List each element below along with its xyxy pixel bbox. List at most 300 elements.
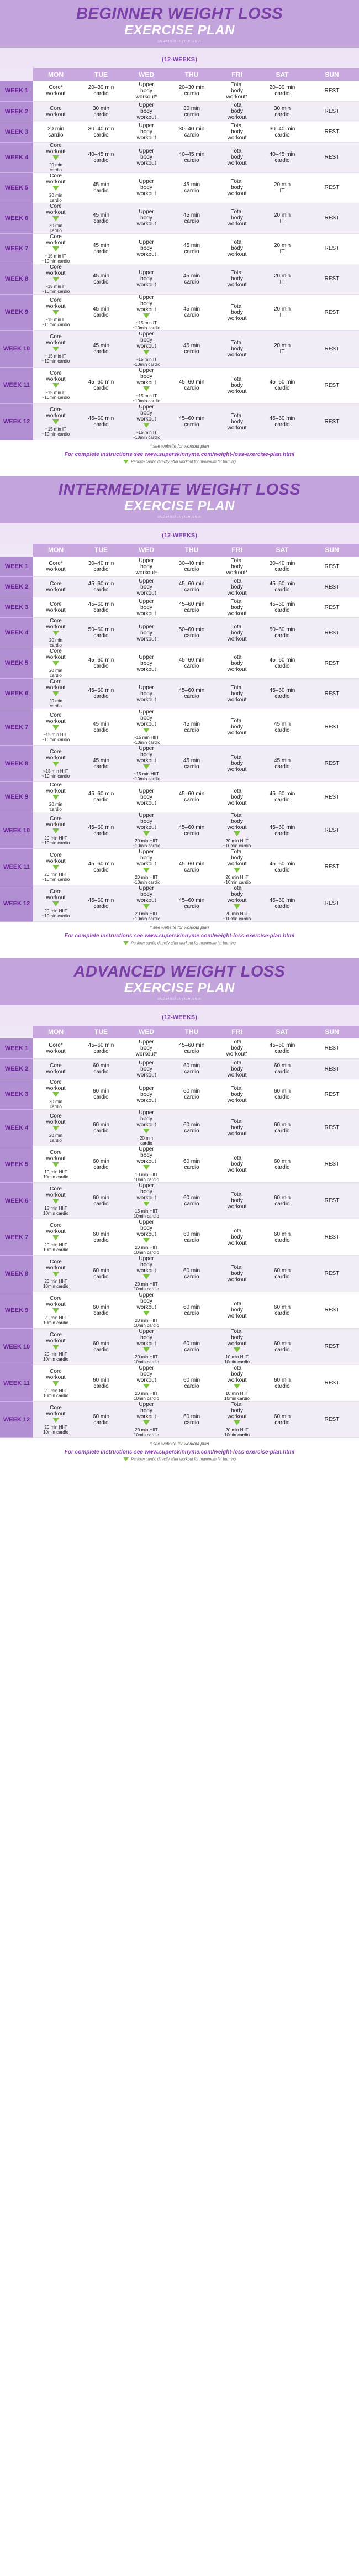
- cell-text: workout: [46, 303, 66, 309]
- schedule-cell: [33, 330, 78, 367]
- cell-text: 45–60 min: [178, 416, 205, 422]
- schedule-cell: [169, 1079, 214, 1110]
- week-row: [0, 233, 359, 264]
- schedule-cell: [78, 81, 124, 101]
- schedule-cell: [33, 709, 78, 746]
- cell-text: cardio: [93, 1164, 109, 1171]
- cell-text: Core: [50, 1295, 62, 1302]
- cell-text: cardio: [274, 385, 290, 391]
- schedule-cell: [78, 203, 124, 233]
- cell-text: body: [140, 690, 152, 697]
- day-header: MON: [33, 1026, 78, 1038]
- cell-text: cardio: [93, 248, 109, 255]
- cell-text: body: [140, 563, 152, 570]
- arrow-down-icon: [52, 795, 59, 800]
- cell-text: workout: [136, 1377, 156, 1384]
- cell-text: Total: [231, 788, 243, 794]
- week-row: [0, 1256, 359, 1292]
- plan-subtitle: EXERCISE PLAN: [124, 23, 235, 38]
- cell-text: 20 min: [273, 212, 291, 218]
- week-row: [0, 782, 359, 812]
- cell-text: cardio: [274, 132, 290, 138]
- arrow-down-icon: [234, 1347, 240, 1352]
- cell-text: REST: [324, 1198, 340, 1204]
- cell-text: 60 min: [273, 1121, 291, 1128]
- day-header: WED: [124, 68, 169, 81]
- week-label: WEEK 4: [0, 1110, 33, 1146]
- schedule-cell: [305, 367, 359, 403]
- schedule-cell: [305, 618, 359, 648]
- cell-text: cardio: [274, 1127, 290, 1134]
- cell-text: workout: [46, 1085, 66, 1092]
- arrow-down-icon: [52, 186, 59, 191]
- cell-text: workout: [227, 1097, 247, 1104]
- cell-text: cardio: [184, 111, 199, 118]
- cell-text: workout: [227, 861, 247, 868]
- schedule-cell: [33, 1402, 78, 1438]
- cell-text: workout: [136, 898, 156, 904]
- arrow-down-icon: [52, 383, 59, 388]
- schedule-cell: [305, 142, 359, 172]
- cell-text: Upper: [139, 209, 154, 215]
- cell-text: cardio: [93, 663, 109, 670]
- cell-text: Core: [50, 1185, 62, 1192]
- day-header-row: [0, 544, 359, 557]
- week-row: [0, 1292, 359, 1329]
- plan-title: BEGINNER WEIGHT LOSS: [76, 5, 283, 23]
- schedule-cell: [169, 618, 214, 648]
- cell-text: ~10min cardio: [132, 361, 161, 367]
- cell-text: Core: [50, 712, 62, 718]
- cell-text: cardio: [93, 1273, 109, 1280]
- cell-text: body: [140, 819, 152, 825]
- schedule-cell: [78, 1183, 124, 1219]
- cell-text: body: [140, 185, 152, 191]
- day-header: TUE: [78, 544, 124, 557]
- cell-text: cardio: [93, 1419, 109, 1426]
- cell-text: workout: [136, 758, 156, 764]
- cell-text: workout: [227, 636, 247, 642]
- cell-text: workout: [227, 767, 247, 773]
- cell-text: Total: [231, 102, 243, 108]
- schedule-cell: [305, 1110, 359, 1146]
- cell-text: REST: [324, 660, 340, 667]
- cell-text: 45 min: [183, 181, 200, 188]
- cell-text: 45–60 min: [178, 861, 205, 867]
- cell-text: 45–60 min: [88, 791, 114, 798]
- schedule-cell: [214, 648, 260, 679]
- cell-text: ~10min cardio: [41, 840, 70, 846]
- cell-text: Upper: [139, 1110, 154, 1116]
- cell-text: cardio: [274, 566, 290, 573]
- cell-text: 60 min: [92, 1377, 109, 1383]
- schedule-cell: [124, 746, 169, 782]
- schedule-cell: [214, 679, 260, 709]
- schedule-cell: [78, 618, 124, 648]
- cell-text: Total: [231, 1085, 243, 1092]
- cell-text: workout: [46, 654, 66, 661]
- schedule-cell: [214, 1402, 260, 1438]
- instructions-link[interactable]: www.superskinnyme.com/weight-loss-exercise-plan.html: [144, 1449, 295, 1456]
- schedule-cell: [260, 1110, 305, 1146]
- week-label: WEEK 6: [0, 1183, 33, 1219]
- cell-text: body: [140, 660, 152, 667]
- schedule-cell: [214, 203, 260, 233]
- cell-text: 20 min: [49, 1099, 62, 1105]
- cell-text: body: [231, 108, 243, 114]
- cell-text: Total: [231, 303, 243, 309]
- schedule-cell: [78, 233, 124, 264]
- cell-text: body: [231, 309, 243, 316]
- cell-text: workout: [136, 1097, 156, 1104]
- cell-text: 45 min: [183, 212, 200, 218]
- schedule-cell: [260, 203, 305, 233]
- cell-text: 20 min: [49, 638, 62, 643]
- cell-text: body: [140, 300, 152, 307]
- schedule-cell: [305, 172, 359, 203]
- cell-text: 20 min HIIT: [44, 1388, 67, 1393]
- arrow-down-icon: [123, 941, 129, 945]
- cell-text: 20 min HIIT: [135, 1282, 158, 1287]
- cell-text: workout: [46, 376, 66, 382]
- cell-text: body: [140, 794, 152, 800]
- cell-text: IT: [279, 187, 285, 194]
- cell-text: cardio: [184, 132, 199, 138]
- cell-text: ~10min cardio: [41, 432, 70, 437]
- cell-text: Upper: [139, 1059, 154, 1066]
- schedule-cell: [260, 648, 305, 679]
- cell-text: body: [231, 794, 243, 800]
- cell-text: 10min cardio: [224, 1433, 250, 1438]
- cell-text: 20 min HIIT: [135, 875, 158, 880]
- cell-text: Total: [231, 1059, 243, 1066]
- corner-cell: [0, 1026, 33, 1038]
- cell-text: cardio: [93, 566, 109, 573]
- cell-text: cardio: [93, 727, 109, 733]
- day-header-row: [0, 1026, 359, 1038]
- cell-text: body: [231, 345, 243, 352]
- cell-text: body: [140, 1152, 152, 1159]
- arrow-down-icon: [52, 901, 59, 906]
- schedule-cell: [124, 1110, 169, 1146]
- cell-text: Upper: [139, 1402, 154, 1408]
- cell-text: cardio: [93, 1127, 109, 1134]
- schedule-cell: [260, 557, 305, 577]
- instructions-link[interactable]: www.superskinnyme.com/weight-loss-exercise-plan.html: [144, 451, 295, 458]
- cell-text: workout: [46, 1119, 66, 1125]
- cell-text: Total: [231, 1329, 243, 1335]
- corner-cell: [0, 544, 33, 557]
- cell-text: cardio: [184, 1069, 199, 1075]
- arrow-down-icon: [143, 1311, 150, 1316]
- schedule-cell: [169, 203, 214, 233]
- cell-text: workout: [46, 239, 66, 246]
- schedule-cell: [33, 679, 78, 709]
- cell-text: 60 min: [92, 1304, 109, 1310]
- cell-text: cardio: [93, 830, 109, 837]
- cell-text: body: [231, 1066, 243, 1072]
- cell-text: workout: [46, 754, 66, 761]
- cell-text: REST: [324, 1125, 340, 1131]
- cell-text: Core: [50, 1063, 62, 1069]
- weeks-label: (12-WEEKS): [162, 1014, 197, 1021]
- day-header: THU: [169, 544, 214, 557]
- week-label: WEEK 12: [0, 403, 33, 440]
- cell-text: ~10min cardio: [132, 434, 161, 440]
- schedule-cell: [169, 782, 214, 812]
- cell-text: ~10min cardio: [223, 843, 251, 849]
- cell-text: 20 min HIIT: [44, 908, 67, 914]
- cell-text: 10min cardio: [43, 1429, 68, 1435]
- week-label: WEEK 9: [0, 294, 33, 330]
- cell-text: Total: [231, 1265, 243, 1271]
- cell-text: workout: [136, 416, 156, 422]
- schedule-cell: [305, 264, 359, 294]
- cell-text: 10min cardio: [134, 1177, 159, 1183]
- instructions-link[interactable]: www.superskinnyme.com/weight-loss-exercise-plan.html: [144, 933, 295, 940]
- cell-text: Total: [231, 1301, 243, 1308]
- cell-text: workout: [227, 160, 247, 166]
- cell-text: body: [231, 1091, 243, 1098]
- day-header: SAT: [260, 68, 305, 81]
- day-header: TUE: [78, 68, 124, 81]
- week-row: [0, 618, 359, 648]
- week-label: WEEK 5: [0, 172, 33, 203]
- plan-notes: [0, 922, 359, 951]
- website-note: * see website for workout plan: [150, 925, 209, 931]
- schedule-cell: [78, 264, 124, 294]
- schedule-cell: [214, 709, 260, 746]
- hiit-note-text: Perform cardio directly after workout for maximum fat burning: [131, 941, 236, 946]
- schedule-cell: [124, 597, 169, 618]
- arrow-down-icon: [52, 347, 59, 351]
- week-row: [0, 367, 359, 403]
- cell-text: 20–30 min: [88, 85, 114, 91]
- cell-text: Total: [231, 376, 243, 382]
- instructions-note: [0, 452, 359, 458]
- cell-text: cardio: [274, 1069, 290, 1075]
- cell-text: body: [140, 855, 152, 862]
- cell-text: 20 min HIIT: [44, 1351, 67, 1357]
- cell-text: Upper: [139, 367, 154, 374]
- schedule-cell: [78, 746, 124, 782]
- cell-text: body: [140, 584, 152, 590]
- cell-text: REST: [324, 1161, 340, 1168]
- cell-text: 60 min: [273, 1158, 291, 1164]
- cell-text: workout: [136, 610, 156, 617]
- schedule-cell: [260, 1038, 305, 1059]
- schedule-cell: [305, 709, 359, 746]
- cell-text: 45–60 min: [269, 791, 295, 798]
- cell-text: ~15 min HIIT: [43, 732, 68, 737]
- cell-text: cardio: [274, 157, 290, 164]
- week-label: WEEK 6: [0, 203, 33, 233]
- cell-text: workout: [227, 388, 247, 395]
- arrow-down-icon: [52, 216, 59, 221]
- cell-text: 60 min: [183, 1377, 200, 1383]
- cell-text: workout: [136, 1414, 156, 1420]
- week-label: WEEK 11: [0, 1365, 33, 1402]
- cell-text: 60 min: [273, 1340, 291, 1347]
- schedule-cell: [169, 1183, 214, 1219]
- cell-text: 60 min: [183, 1121, 200, 1128]
- cell-text: Core: [50, 1368, 62, 1374]
- cell-text: cardio: [93, 607, 109, 614]
- week-row: [0, 1146, 359, 1183]
- cell-text: cardio: [274, 1310, 290, 1316]
- schedule-cell: [169, 849, 214, 885]
- week-row: [0, 1059, 359, 1079]
- cell-text: Upper: [139, 598, 154, 605]
- cell-text: Upper: [139, 123, 154, 129]
- arrow-down-icon: [52, 631, 59, 636]
- cell-text: 30–40 min: [269, 560, 295, 567]
- week-label: WEEK 12: [0, 1402, 33, 1438]
- cell-text: workout: [46, 607, 66, 614]
- schedule-cell: [214, 1059, 260, 1079]
- cell-text: Core: [50, 370, 62, 376]
- cell-text: workout: [227, 666, 247, 673]
- schedule-cell: [124, 330, 169, 367]
- cell-text: cardio: [93, 763, 109, 770]
- cell-text: 30–40 min: [178, 125, 205, 132]
- cell-text: 10 min HIIT: [44, 1169, 67, 1174]
- cell-text: cardio: [93, 312, 109, 318]
- cell-text: 10min cardio: [224, 1396, 250, 1402]
- cell-text: cardio: [50, 1137, 62, 1143]
- schedule-cell: [124, 618, 169, 648]
- cell-text: workout: [227, 114, 247, 120]
- cell-text: 10min cardio: [134, 1287, 159, 1292]
- cell-text: Total: [231, 754, 243, 761]
- cell-text: 45–60 min: [269, 416, 295, 422]
- cell-text: workout: [227, 825, 247, 831]
- cell-text: workout: [46, 1192, 66, 1198]
- week-label: WEEK 4: [0, 142, 33, 172]
- schedule-cell: [169, 330, 214, 367]
- cell-text: ~15 min HIIT: [133, 772, 159, 777]
- cell-text: 45–60 min: [88, 657, 114, 664]
- schedule-cell: [169, 577, 214, 597]
- hiit-note: [0, 1457, 359, 1461]
- cell-text: body: [231, 129, 243, 135]
- cell-text: body: [231, 855, 243, 862]
- cell-text: 20 min HIIT: [225, 1428, 249, 1433]
- cell-text: body: [231, 87, 243, 94]
- plan-title: ADVANCED WEIGHT LOSS: [73, 962, 286, 980]
- cell-text: ~15 min HIIT: [43, 768, 68, 774]
- week-label: WEEK 7: [0, 233, 33, 264]
- cell-text: workout: [227, 351, 247, 358]
- cell-text: cardio: [93, 1094, 109, 1101]
- cell-text: cardio: [184, 1094, 199, 1101]
- schedule-cell: [260, 885, 305, 922]
- cell-text: cardio: [184, 867, 199, 873]
- site-name: superskinnyme.com: [157, 39, 202, 43]
- week-row: [0, 746, 359, 782]
- schedule-cell: [78, 1038, 124, 1059]
- cell-text: 20–30 min: [269, 85, 295, 91]
- arrow-down-icon: [52, 865, 59, 870]
- cell-text: ~15 min IT: [135, 356, 157, 362]
- cell-text: Total: [231, 81, 243, 88]
- cell-text: cardio: [274, 867, 290, 873]
- week-row: [0, 1402, 359, 1438]
- cell-text: workout*: [226, 1051, 248, 1058]
- cell-text: ~15 min IT: [135, 429, 157, 435]
- cell-text: cardio: [184, 830, 199, 837]
- cell-text: workout: [227, 730, 247, 737]
- cell-text: cardio: [184, 1127, 199, 1134]
- cell-text: 30–40 min: [88, 560, 114, 567]
- weeks-label: (12-WEEKS): [162, 532, 197, 539]
- cell-text: cardio: [274, 422, 290, 428]
- cell-text: Upper: [139, 885, 154, 892]
- cell-text: 45 min: [183, 343, 200, 349]
- cell-text: cardio: [274, 1094, 290, 1101]
- cell-text: workout: [46, 179, 66, 185]
- cell-text: body: [231, 1045, 243, 1052]
- cell-text: IT: [279, 279, 285, 285]
- cell-text: REST: [324, 584, 340, 590]
- arrow-down-icon: [234, 1420, 240, 1425]
- cell-text: body: [140, 1091, 152, 1098]
- arrow-down-icon: [143, 313, 150, 318]
- cell-text: body: [140, 891, 152, 898]
- cell-text: body: [140, 276, 152, 282]
- cell-text: REST: [324, 1271, 340, 1277]
- cell-text: 45 min: [92, 181, 109, 188]
- schedule-cell: [33, 403, 78, 440]
- cell-text: cardio: [184, 187, 199, 194]
- cell-text: cardio: [274, 91, 290, 97]
- cell-text: cardio: [184, 1310, 199, 1316]
- arrow-down-icon: [143, 831, 150, 836]
- cell-text: IT: [279, 248, 285, 255]
- cell-text: 45 min: [92, 242, 109, 249]
- cell-text: Core: [50, 1331, 62, 1338]
- schedule-cell: [33, 1059, 78, 1079]
- week-row: [0, 679, 359, 709]
- schedule-cell: [260, 597, 305, 618]
- cell-text: 30–40 min: [88, 125, 114, 132]
- schedule-cell: [214, 1365, 260, 1402]
- cell-text: 20 min HIIT: [44, 1278, 67, 1284]
- schedule-cell: [169, 367, 214, 403]
- cell-text: cardio: [50, 228, 62, 233]
- cell-text: body: [231, 660, 243, 667]
- cell-text: 20 min HIIT: [225, 838, 249, 844]
- schedule-cell: [78, 367, 124, 403]
- cell-text: 10min cardio: [43, 1393, 68, 1398]
- cell-text: 10min cardio: [134, 1396, 159, 1402]
- instructions-prefix: For complete instructions see: [64, 1449, 145, 1456]
- cell-text: workout: [46, 91, 66, 97]
- schedule-cell: [305, 746, 359, 782]
- day-header: WED: [124, 1026, 169, 1038]
- exercise-plan-section: [0, 476, 359, 951]
- cell-text: ~10min cardio: [41, 322, 70, 327]
- cell-text: Upper: [139, 1039, 154, 1046]
- schedule-cell: [260, 1402, 305, 1438]
- instructions-prefix: For complete instructions see: [64, 933, 145, 940]
- arrow-down-icon: [52, 1092, 59, 1097]
- cell-text: 45 min: [183, 242, 200, 249]
- schedule-cell: [260, 81, 305, 101]
- cell-text: workout: [136, 1122, 156, 1129]
- schedule-cell: [305, 557, 359, 577]
- cell-text: body: [140, 629, 152, 636]
